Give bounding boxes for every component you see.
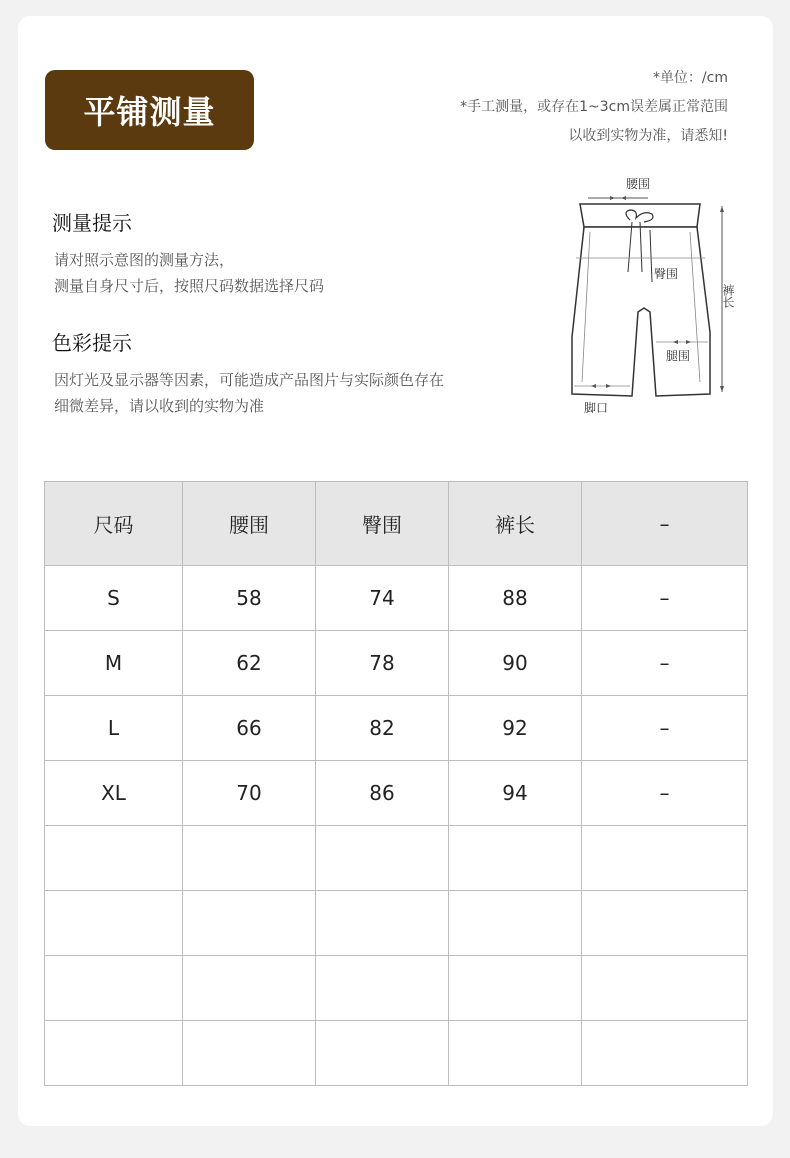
table-cell: S xyxy=(45,566,183,631)
header-size: 尺码 xyxy=(45,482,183,566)
table-cell: 86 xyxy=(316,761,449,826)
page-title-badge xyxy=(45,70,254,150)
table-header-row xyxy=(45,482,748,566)
header-hip: 臀围 xyxy=(316,482,449,566)
table-cell: 92 xyxy=(449,696,582,761)
table-cell xyxy=(45,956,183,1021)
table-cell: 58 xyxy=(183,566,316,631)
table-cell xyxy=(316,891,449,956)
table-cell xyxy=(183,826,316,891)
table-row xyxy=(45,891,748,956)
header-waist: 腰围 xyxy=(183,482,316,566)
table-cell: L xyxy=(45,696,183,761)
table-cell xyxy=(183,956,316,1021)
measurement-notes xyxy=(460,64,728,151)
table-cell xyxy=(316,1021,449,1086)
color-tip-line: 细微差异，请以收到的实物为准 xyxy=(54,397,265,415)
table-cell xyxy=(582,826,748,891)
table-cell xyxy=(45,826,183,891)
table-cell: 70 xyxy=(183,761,316,826)
table-cell: 74 xyxy=(316,566,449,631)
table-cell xyxy=(183,891,316,956)
hip-label: 臀围 xyxy=(654,267,679,281)
table-cell: – xyxy=(582,696,748,761)
table-cell: – xyxy=(582,761,748,826)
color-tip-line: 因灯光及显示器等因素，可能造成产品图片与实际颜色存在 xyxy=(54,371,445,389)
shorts-measurement-diagram xyxy=(560,172,750,422)
length-label: 裤长 xyxy=(721,284,735,308)
table-row xyxy=(45,826,748,891)
color-tip-title: 色彩提示 xyxy=(52,331,132,355)
hem-label: 脚口 xyxy=(584,401,609,415)
table-cell: 88 xyxy=(449,566,582,631)
table-cell: 66 xyxy=(183,696,316,761)
table-cell: 94 xyxy=(449,761,582,826)
error-note: *手工测量，或存在1~3cm误差属正常范围 xyxy=(460,99,728,115)
table-cell: 90 xyxy=(449,631,582,696)
table-cell xyxy=(582,956,748,1021)
table-cell: 82 xyxy=(316,696,449,761)
table-cell xyxy=(45,891,183,956)
table-cell xyxy=(45,1021,183,1086)
header-extra: – xyxy=(582,482,748,566)
table-cell: – xyxy=(582,631,748,696)
measure-tip-text xyxy=(54,247,324,299)
table-row xyxy=(45,761,748,826)
color-tip-text xyxy=(54,367,444,419)
header-length: 裤长 xyxy=(449,482,582,566)
table-row xyxy=(45,696,748,761)
table-cell xyxy=(582,1021,748,1086)
thigh-label: 腿围 xyxy=(666,349,691,363)
table-cell xyxy=(316,826,449,891)
table-row xyxy=(45,1021,748,1086)
table-cell xyxy=(582,891,748,956)
table-cell: M xyxy=(45,631,183,696)
unit-note: *单位：/cm xyxy=(652,70,728,86)
table-cell xyxy=(183,1021,316,1086)
size-table xyxy=(44,481,748,1086)
table-cell xyxy=(316,956,449,1021)
confirm-note: 以收到实物为准，请悉知! xyxy=(568,128,728,144)
measure-tip-line: 请对照示意图的测量方法， xyxy=(54,251,235,269)
measure-tip-line: 测量自身尺寸后，按照尺码数据选择尺码 xyxy=(54,277,325,295)
table-row xyxy=(45,956,748,1021)
table-cell xyxy=(449,826,582,891)
table-row xyxy=(45,566,748,631)
page-title: 平铺测量 xyxy=(83,93,216,131)
table-cell xyxy=(449,1021,582,1086)
table-cell xyxy=(449,956,582,1021)
table-cell: – xyxy=(582,566,748,631)
table-row xyxy=(45,631,748,696)
waist-label: 腰围 xyxy=(626,177,651,191)
table-cell: XL xyxy=(45,761,183,826)
measure-tip-title: 测量提示 xyxy=(52,211,132,235)
table-cell: 62 xyxy=(183,631,316,696)
table-cell xyxy=(449,891,582,956)
table-cell: 78 xyxy=(316,631,449,696)
